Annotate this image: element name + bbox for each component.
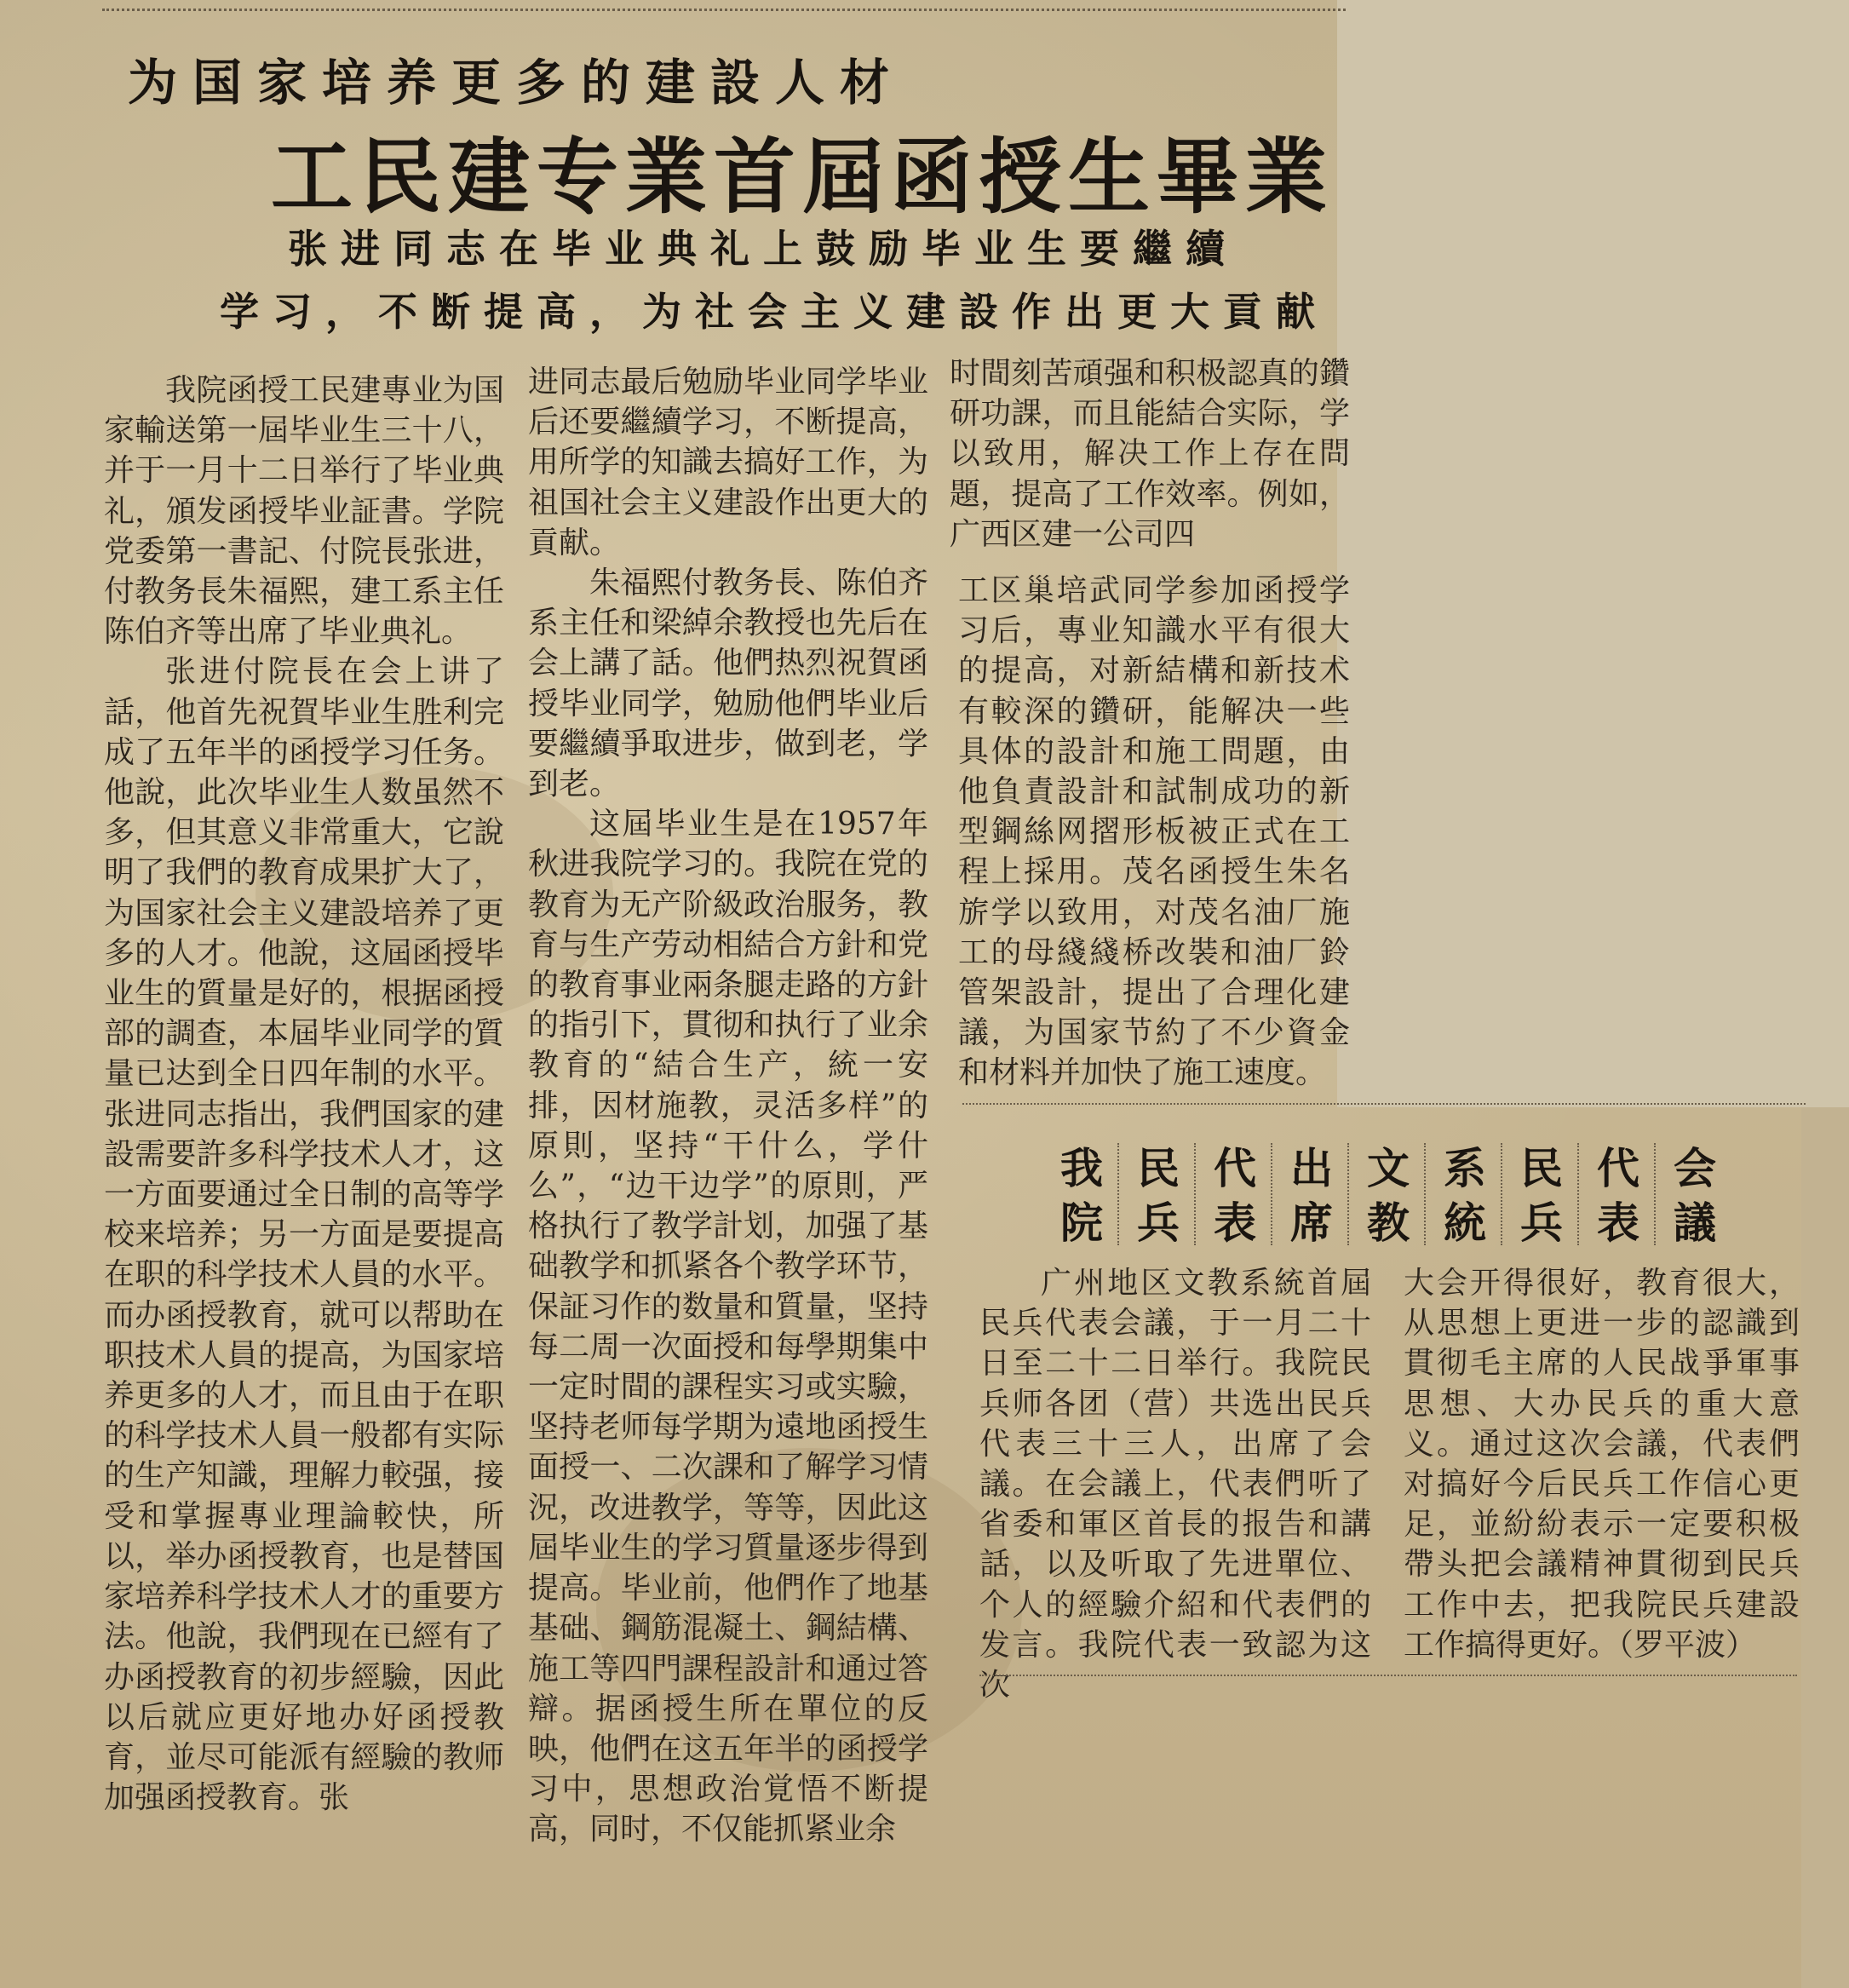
column1-paragraph-1: 我院函授工民建專业为国家輸送第一屆毕业生三十八，并于一月十二日举行了毕业典礼，頒发函授毕业証書。学院党委第一書記、付院長张进，付教务長朱福熙，建工系主任陈伯齐等出席了毕业典礼。 xyxy=(104,373,504,650)
column1-paragraph-2: 张进付院長在会上讲了話，他首先祝賀毕业生胜利完成了五年半的函授学习任务。他說，此次毕业生人数虽然不多，但其意义非常重大，它說明了我們的教育成果扩大了，为国家社会主义建設培养了更多的人才。他說，这屆函授毕业生的質量是好的，根据函授部的調查，本屆毕业同学的質量已达到全日四年制的水平。张进同志指出，我們国家的建設需要許多科学技术人才，这一方面要通过全日制的高等学校来培养；另一方面是要提高在职的科学技术人員的水平。而办函授教育，就可以帮助在职技术人員的提高，为国家培养更多的人才，而且由于在职的科学技术人員一般都有实际的生产知識，理解力較强，接受和掌握專业理論較快，所以，举办函授教育，也是替国家培养科学技术人才的重要方法。他說，我們现在已經有了办函授教育的初步經驗，因此以后就应更好地办好函授教育，並尽可能派有經驗的教师加强函授教育。张 xyxy=(104,654,504,1816)
top-dotted-rule xyxy=(102,9,1346,11)
article-kicker: 为国家培养更多的建設人材 xyxy=(128,54,905,112)
article-column-3b xyxy=(958,571,1350,1094)
article-title: 工民建专業首屆函授生畢業 xyxy=(271,129,1334,225)
sidebar-headline-col-2: 民兵 xyxy=(1137,1144,1180,1248)
sidebar-paragraph-2: 大会开得很好，教育很大，从思想上更进一步的認識到貫彻毛主席的人民战爭軍事思想、大办民兵的重大意义。通过这次会議，代表們对搞好今后民兵工作信心更足，並紛紛表示一定要积极帶头把会議精神貫彻到民兵工作中去，把我院民兵建設工作搞得更好。（罗平波） xyxy=(1404,1266,1800,1663)
article-column-3a xyxy=(950,353,1350,554)
sidebar-top-rule xyxy=(962,1103,1806,1105)
headline-separator xyxy=(1654,1143,1656,1245)
article-column-2 xyxy=(528,362,928,1850)
article-subtitle-line1: 张进同志在毕业典礼上鼓励毕业生要繼續 xyxy=(288,226,1238,272)
sidebar-column-1 xyxy=(979,1263,1371,1705)
column2-paragraph-3: 这屆毕业生是在1957年秋进我院学习的。我院在党的教育为无产阶級政治服务，教育与生产劳动相結合方針和党的教育事业兩条腿走路的方針的指引下，貫彻和执行了业余教育的“結合生产，統一安排，因材施教，灵活多样”的原則，坚持“干什么，学什么”，“边干边学”的原則，严格执行了教学計划，加强了基础教学和抓紧各个教学环节，保証习作的数量和質量，坚持每二周一次面授和每學期集中一定时間的課程实习或实驗，坚持老师每学期为遠地函授生面授一、二次課和了解学习情況，改进教学，等等，因此这屆毕业生的学习質量逐步得到提高。毕业前，他們作了地基基础、鋼筋混凝土、鋼結構、施工等四門課程設計和通过答辯。据函授生所在單位的反映，他們在这五年半的函授学习中，思想政治覚悟不断提高，同时，不仅能抓紧业余 xyxy=(528,807,928,1847)
sidebar-headline-col-4: 出席 xyxy=(1290,1144,1333,1248)
paper-edge-light xyxy=(1337,0,1849,1107)
headline-separator xyxy=(1501,1143,1502,1245)
sidebar-headline-col-7: 民兵 xyxy=(1520,1144,1563,1248)
sidebar-bottom-rule xyxy=(979,1675,1797,1676)
sidebar-headline-col-9: 会議 xyxy=(1674,1144,1716,1248)
paper-edge-lower xyxy=(1801,1107,1849,1988)
article-column-1 xyxy=(104,371,504,1818)
sidebar-headline-col-5: 文教 xyxy=(1367,1144,1410,1248)
headline-separator xyxy=(1271,1143,1272,1245)
sidebar-headline-col-6: 系統 xyxy=(1444,1144,1486,1248)
column2-paragraph-1: 进同志最后勉励毕业同学毕业后还要繼續学习，不断提高，用所学的知識去搞好工作，为祖国社会主义建設作出更大的貢献。 xyxy=(528,365,928,560)
headline-separator xyxy=(1424,1143,1426,1245)
sidebar-column-2 xyxy=(1404,1263,1800,1665)
sidebar-paragraph-1: 广州地区文教系統首屆民兵代表会議，于一月二十日至二十二日举行。我院民兵师各团（营）共选出民兵代表三十三人，出席了会議。在会議上，代表們听了省委和軍区首長的报告和講話，以及听取了先进單位、个人的經驗介紹和代表們的发言。我院代表一致認为这次 xyxy=(979,1266,1371,1704)
headline-separator xyxy=(1117,1143,1119,1245)
sidebar-headline-col-8: 代表 xyxy=(1597,1144,1639,1248)
column3-paragraph-2: 工区巢培武同学参加函授学习后，專业知識水平有很大的提高，对新結構和新技术有較深的鑽研，能解决一些具体的設計和施工問題，由他負責設計和試制成功的新型鋼絲网摺形板被正式在工程上採用。茂名函授生朱名旂学以致用，对茂名油厂施工的母綫綫桥改裝和油厂鈴管架設計，提出了合理化建議，为国家节約了不少資金和材料并加快了施工速度。 xyxy=(958,573,1350,1091)
headline-separator xyxy=(1577,1143,1579,1245)
column2-paragraph-2: 朱福熙付教务長、陈伯齐系主任和梁綽余教授也先后在会上講了話。他們热烈祝賀函授毕业同学，勉励他們毕业后要繼續爭取进步，做到老，学到老。 xyxy=(528,566,928,802)
headline-separator xyxy=(1347,1143,1349,1245)
sidebar-headline-col-3: 代表 xyxy=(1214,1144,1256,1248)
article-subtitle-line2: 学习，不断提高，为社会主义建設作出更大貢献 xyxy=(220,289,1329,335)
sidebar-headline-col-1: 我院 xyxy=(1060,1144,1103,1248)
headline-separator xyxy=(1194,1143,1196,1245)
column3-paragraph-1: 时間刻苦頑强和积极認真的鑽研功課，而且能結合实际，学以致用，解决工作上存在問題，提高了工作效率。例如，广西区建一公司四 xyxy=(950,356,1350,552)
